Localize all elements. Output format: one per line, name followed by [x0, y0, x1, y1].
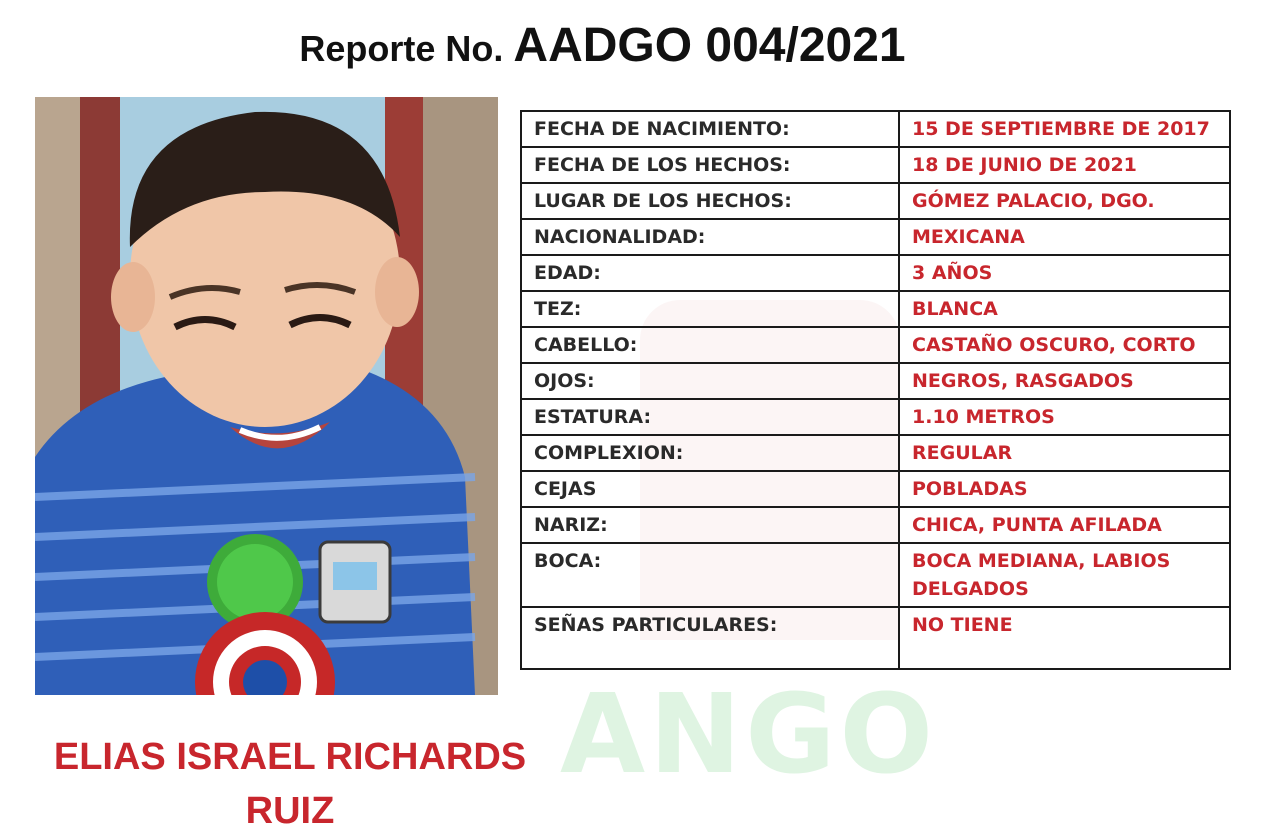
detail-label: NACIONALIDAD:	[521, 219, 899, 255]
detail-row	[521, 255, 1230, 291]
report-number: AADGO 004/2021	[513, 19, 906, 72]
detail-label: COMPLEXION:	[521, 435, 899, 471]
child-photo	[35, 97, 498, 695]
detail-value: GÓMEZ PALACIO, DGO.	[899, 183, 1230, 219]
detail-value: 1.10 METROS	[899, 399, 1230, 435]
details-table	[520, 110, 1231, 670]
child-photo-illustration	[35, 97, 498, 695]
detail-row	[521, 607, 1230, 669]
report-prefix: Reporte No.	[299, 28, 504, 69]
detail-row	[521, 291, 1230, 327]
detail-value: 18 DE JUNIO DE 2021	[899, 147, 1230, 183]
detail-label: NARIZ:	[521, 507, 899, 543]
detail-row	[521, 507, 1230, 543]
detail-row	[521, 111, 1230, 147]
detail-row	[521, 435, 1230, 471]
detail-label: LUGAR DE LOS HECHOS:	[521, 183, 899, 219]
detail-value: BOCA MEDIANA, LABIOS DELGADOS	[899, 543, 1230, 607]
detail-value: BLANCA	[899, 291, 1230, 327]
detail-row	[521, 363, 1230, 399]
detail-label: CABELLO:	[521, 327, 899, 363]
detail-label: EDAD:	[521, 255, 899, 291]
detail-value: CHICA, PUNTA AFILADA	[899, 507, 1230, 543]
detail-row	[521, 327, 1230, 363]
detail-value: 3 AÑOS	[899, 255, 1230, 291]
detail-value: REGULAR	[899, 435, 1230, 471]
detail-label: BOCA:	[521, 543, 899, 607]
detail-label: ESTATURA:	[521, 399, 899, 435]
detail-label: FECHA DE NACIMIENTO:	[521, 111, 899, 147]
detail-label: CEJAS	[521, 471, 899, 507]
detail-row	[521, 219, 1230, 255]
detail-value: 15 DE SEPTIEMBRE DE 2017	[899, 111, 1230, 147]
detail-label: SEÑAS PARTICULARES:	[521, 607, 899, 669]
detail-row	[521, 147, 1230, 183]
detail-label: FECHA DE LOS HECHOS:	[521, 147, 899, 183]
detail-row	[521, 471, 1230, 507]
report-title	[0, 18, 1205, 73]
detail-label: OJOS:	[521, 363, 899, 399]
detail-value: CASTAÑO OSCURO, CORTO	[899, 327, 1230, 363]
detail-value: POBLADAS	[899, 471, 1230, 507]
detail-label: TEZ:	[521, 291, 899, 327]
background-watermark: ANGO	[560, 670, 937, 798]
detail-value: NO TIENE	[899, 607, 1230, 669]
detail-row	[521, 399, 1230, 435]
detail-value: MEXICANA	[899, 219, 1230, 255]
detail-row	[521, 183, 1230, 219]
detail-value: NEGROS, RASGADOS	[899, 363, 1230, 399]
detail-row	[521, 543, 1230, 607]
missing-person-name: ELIAS ISRAEL RICHARDS RUIZ	[53, 736, 527, 832]
